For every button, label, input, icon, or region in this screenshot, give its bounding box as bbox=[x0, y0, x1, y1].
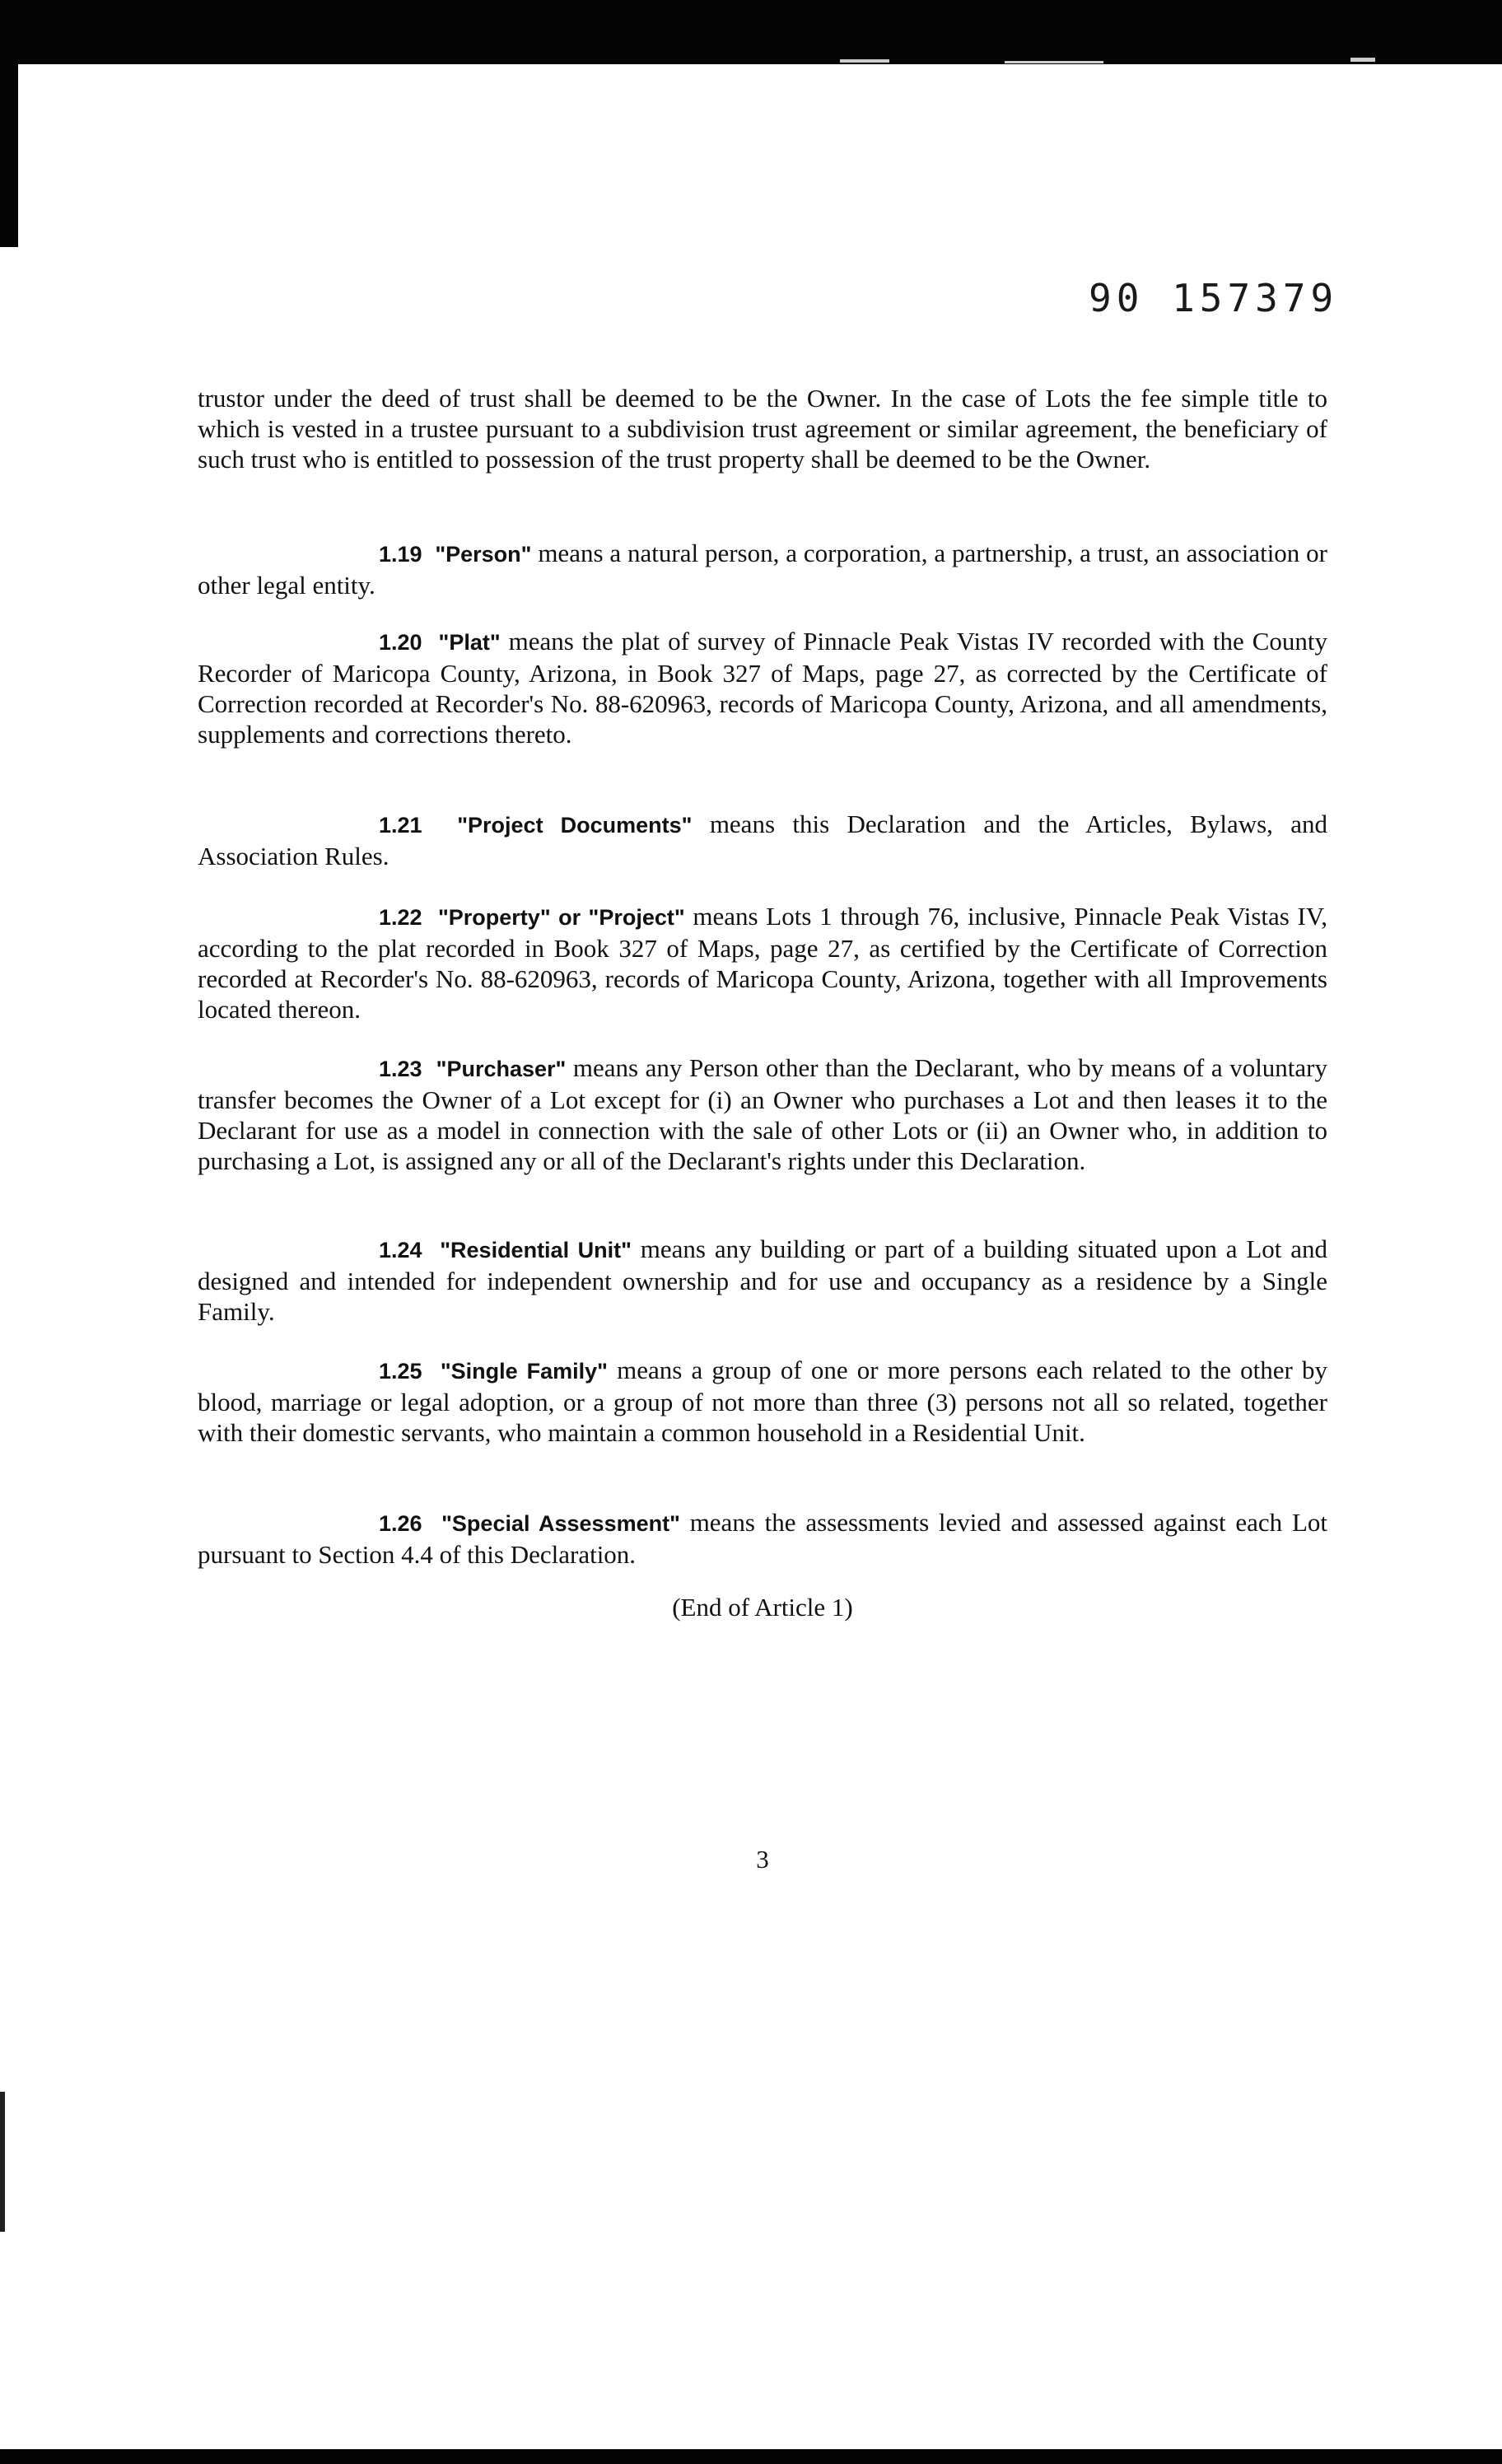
section-number: 1.22 bbox=[379, 905, 422, 930]
end-of-article-note: (End of Article 1) bbox=[672, 1593, 853, 1622]
scan-top-border bbox=[0, 0, 1502, 64]
definition-text: means a natural person, a corporation, a partnership, a trust, an association or other legal entity. bbox=[198, 539, 1328, 600]
section-1-26 bbox=[198, 1507, 1327, 1570]
definition-text: means a group of one or more persons each related to the other by blood, marriage or legal adoption, or a group of not more than three (3) persons not all so related, together with their domestic servants, who maintain a common household in a Residential Unit. bbox=[198, 1356, 1327, 1447]
section-number: 1.26 bbox=[379, 1511, 422, 1536]
section-number: 1.20 bbox=[379, 630, 422, 655]
section-number: 1.19 bbox=[379, 542, 422, 567]
scan-bottom-border bbox=[0, 2449, 1502, 2464]
section-number: 1.24 bbox=[379, 1238, 422, 1262]
definition-text: means Lots 1 through 76, inclusive, Pinnacle Peak Vistas IV, according to the plat recorded in Book 327 of Maps, page 27, as certified by the Certificate of Correction recorded at Recorder's No. 88-620963, records of Maricopa County, Arizona, together with all Improvements located thereon. bbox=[198, 902, 1327, 1024]
section-number: 1.23 bbox=[379, 1057, 422, 1081]
defined-term: "Project Documents" bbox=[457, 813, 693, 838]
defined-term: "Residential Unit" bbox=[440, 1238, 632, 1262]
scan-speck bbox=[1005, 61, 1103, 63]
definition-text: means any building or part of a building situated upon a Lot and designed and intended for independent ownership and for use and occupancy as a residence by a Single Family. bbox=[198, 1234, 1327, 1326]
recording-number: 90 157379 bbox=[1089, 276, 1339, 320]
opening-paragraph: trustor under the deed of trust shall be deemed to be the Owner. In the case of Lots the fee simple title to which is vested in a trustee pursuant to a subdivision trust agreement or similar agreement, the beneficiary of such trust who is entitled to possession of the trust property shall be deemed to be the Owner. bbox=[198, 384, 1327, 474]
section-1-19 bbox=[198, 538, 1327, 600]
definition-text: means any Person other than the Declarant, who by means of a voluntary transfer becomes the Owner of a Lot except for (i) an Owner who purchases a Lot and then leases it to the Declarant for use as a model in connection with the sale of other Lots or (ii) an Owner who, in addition to purchasing a Lot, is assigned any or all of the Declarant's rights under this Declaration. bbox=[198, 1053, 1328, 1175]
defined-term: "Property" or "Project" bbox=[437, 905, 685, 930]
definition-text: means the plat of survey of Pinnacle Peak Vistas IV recorded with the County Recorder of Maricopa County, Arizona, in Book 327 of Maps, page 27, as corrected by the Certificate of Correction recorded at Recorder's No. 88-620963, records of Maricopa County, Arizona, and all amendments, supplements and corrections thereto. bbox=[198, 627, 1328, 749]
definition-text: means this Declaration and the Articles, Bylaws, and Association Rules. bbox=[198, 810, 1328, 870]
section-1-24 bbox=[198, 1234, 1327, 1327]
scan-speck bbox=[1350, 58, 1375, 62]
scan-speck bbox=[840, 59, 889, 63]
defined-term: "Single Family" bbox=[440, 1359, 608, 1384]
defined-term: "Purchaser" bbox=[436, 1057, 567, 1081]
scan-left-mark bbox=[0, 2092, 5, 2232]
section-1-23 bbox=[198, 1052, 1327, 1176]
section-1-21 bbox=[198, 809, 1327, 871]
section-number: 1.25 bbox=[379, 1359, 422, 1384]
defined-term: "Person" bbox=[435, 542, 532, 567]
definition-text: means the assessments levied and assessed against each Lot pursuant to Section 4.4 of this Declaration. bbox=[198, 1508, 1327, 1569]
defined-term: "Special Assessment" bbox=[441, 1511, 680, 1536]
page-number: 3 bbox=[756, 1845, 769, 1874]
section-1-20 bbox=[198, 626, 1327, 749]
section-1-25 bbox=[198, 1355, 1327, 1448]
section-1-22 bbox=[198, 901, 1327, 1024]
scan-left-border bbox=[0, 0, 18, 247]
section-number: 1.21 bbox=[379, 813, 422, 838]
defined-term: "Plat" bbox=[438, 630, 501, 655]
